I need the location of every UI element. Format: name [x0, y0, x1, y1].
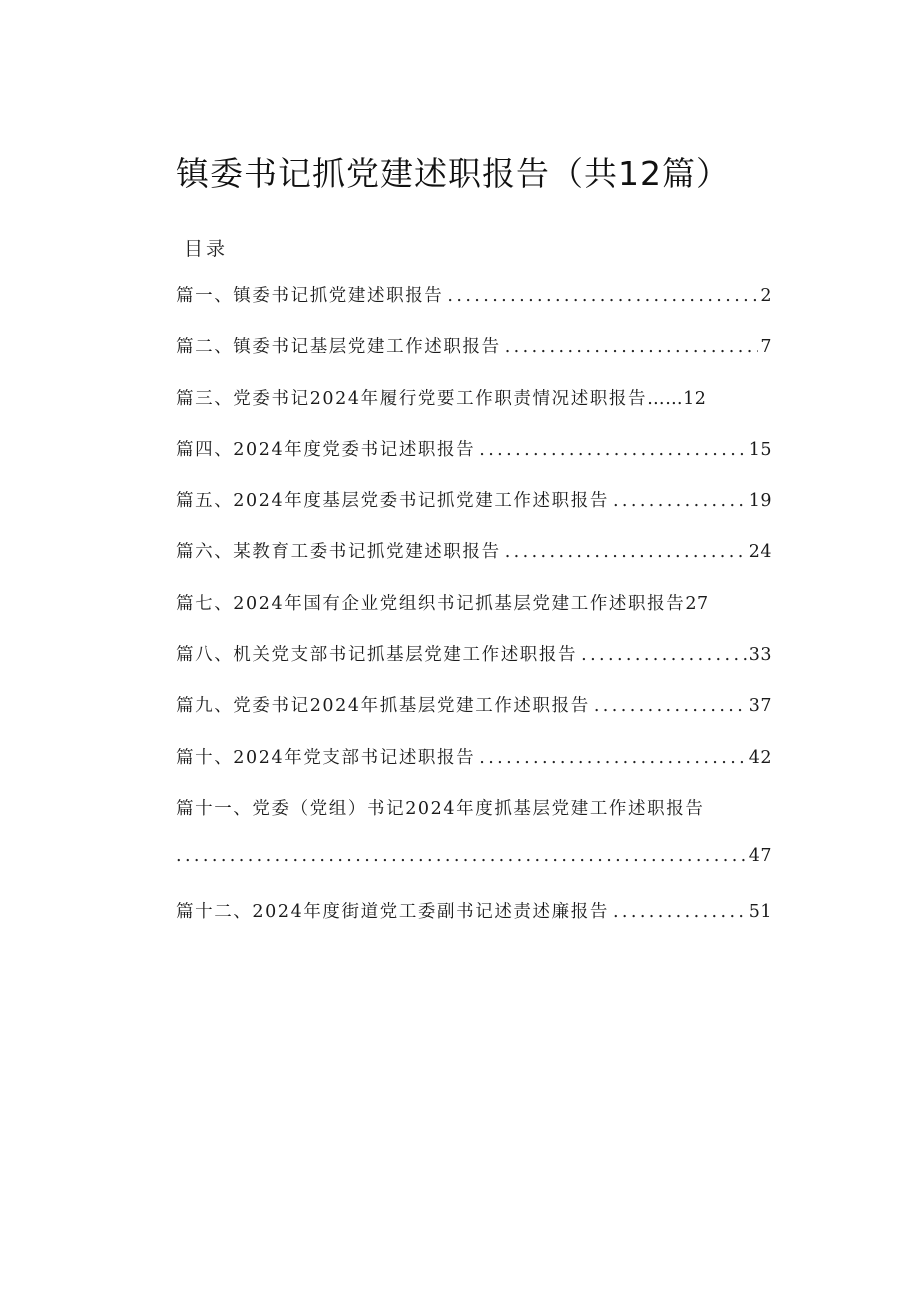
toc-entry-label: 篇七、2024年国有企业党组织书记抓基层党建工作述职报告: [176, 593, 686, 614]
toc-dot-leader: [581, 645, 747, 665]
toc-entry[interactable]: [176, 538, 772, 589]
toc-dot-leader: [479, 748, 746, 768]
toc-dot-leader: [594, 696, 747, 716]
toc-entry-page: 15: [748, 439, 772, 460]
toc-entry[interactable]: [176, 333, 772, 384]
toc-dot-leader: [447, 286, 758, 306]
toc-entry-continuation[interactable]: [176, 846, 772, 897]
toc-entry-page: 7: [760, 337, 772, 358]
toc-entry-label: 篇三、党委书记2024年履行党要工作职责情况述职报告: [176, 388, 648, 409]
toc-entry-label: 篇十、2024年党支部书记述职报告: [176, 747, 476, 768]
toc-entry-label: 篇十一、党委（党组）书记2024年度抓基层党建工作述职报告: [176, 798, 705, 819]
toc-dot-leader: [613, 491, 747, 511]
toc-entry[interactable]: [176, 590, 772, 641]
toc-dot-leader: [479, 440, 746, 460]
toc-entry-label: 篇一、镇委书记抓党建述职报告: [176, 286, 444, 306]
toc-entry-label: 篇六、某教育工委书记抓党建述职报告: [176, 542, 501, 563]
toc-entry-page: 19: [748, 491, 772, 512]
toc-entry-label: 篇十二、2024年度街道党工委副书记述责述廉报告: [176, 901, 609, 922]
toc-dot-leader: [505, 337, 759, 357]
toc-dot-leader: [176, 846, 747, 866]
toc-entry-page: 37: [748, 696, 772, 717]
toc-entry-label: 篇二、镇委书记基层党建工作述职报告: [176, 337, 501, 358]
toc-entry-label: 篇四、2024年度党委书记述职报告: [176, 439, 476, 460]
toc-entry-page: 33: [748, 645, 772, 666]
toc-entry-page: 47: [748, 846, 772, 867]
toc-entry-page: 24: [748, 542, 772, 563]
toc-entry[interactable]: [176, 692, 772, 743]
toc-entry[interactable]: [176, 436, 772, 487]
table-of-contents: [176, 282, 772, 949]
toc-entry[interactable]: [176, 487, 772, 538]
toc-entry-label: 篇九、党委书记2024年抓基层党建工作述职报告: [176, 696, 590, 717]
toc-entry-page: 51: [748, 901, 772, 922]
toc-entry-page: 27: [685, 593, 709, 614]
toc-entry-page: ……12: [647, 388, 707, 409]
toc-entry[interactable]: [176, 641, 772, 692]
toc-dot-leader: [505, 542, 747, 562]
toc-entry[interactable]: [176, 898, 772, 949]
document-title: 镇委书记抓党建述职报告（共12篇）: [176, 154, 730, 193]
toc-entry[interactable]: [176, 744, 772, 795]
toc-entry[interactable]: [176, 795, 772, 846]
toc-entry[interactable]: [176, 282, 772, 333]
toc-heading: 目录: [184, 238, 229, 260]
toc-dot-leader: [613, 902, 747, 922]
toc-entry-label: 篇五、2024年度基层党委书记抓党建工作述职报告: [176, 491, 609, 512]
toc-entry-label: 篇八、机关党支部书记抓基层党建工作述职报告: [176, 645, 578, 666]
toc-entry-page: 2: [760, 286, 772, 306]
toc-entry-page: 42: [748, 747, 772, 768]
toc-entry[interactable]: [176, 385, 772, 436]
